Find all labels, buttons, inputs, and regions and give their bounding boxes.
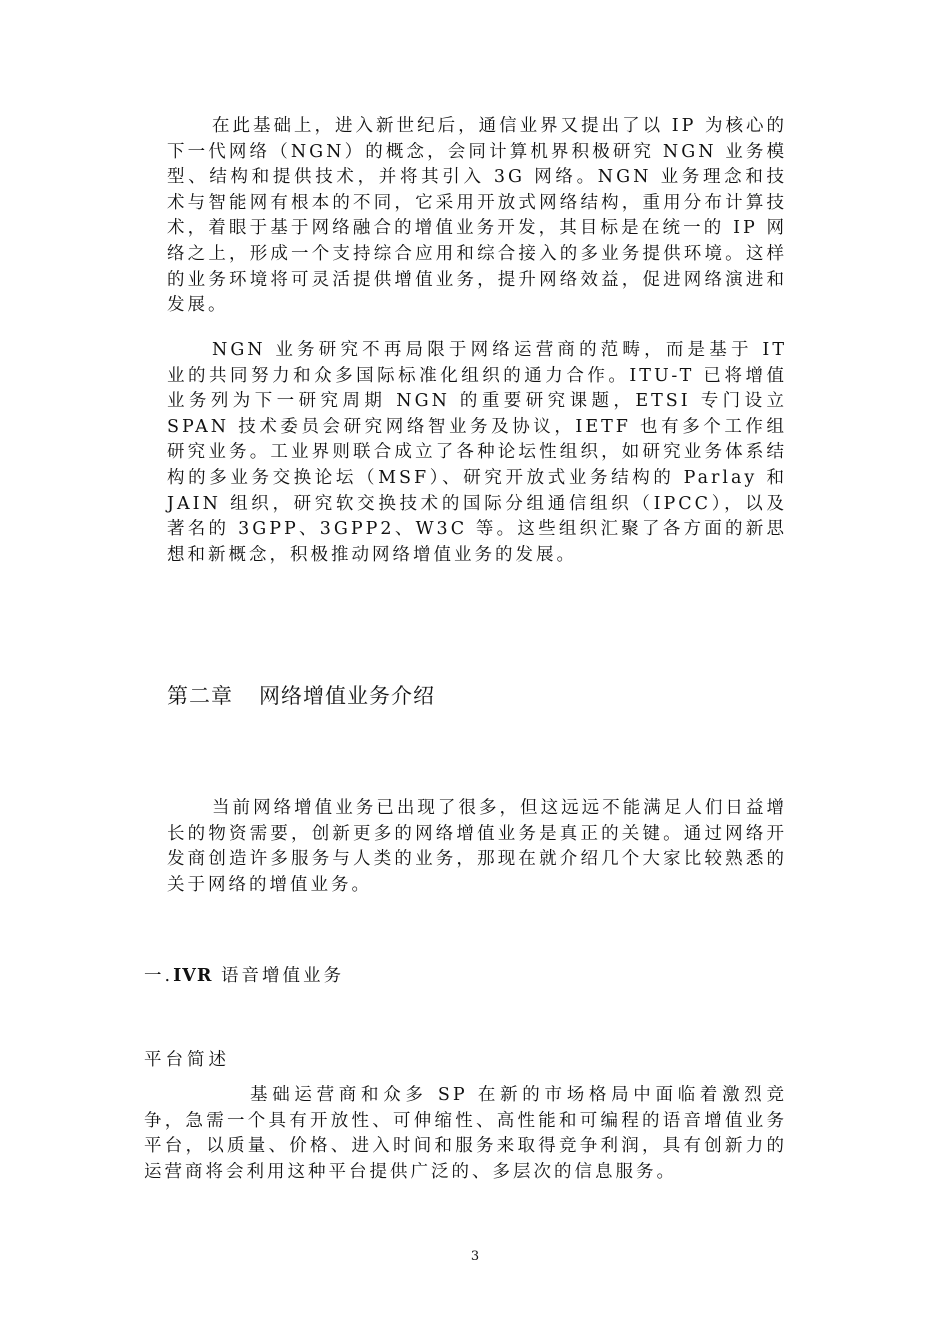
section-title: 语音增值业务 bbox=[220, 966, 344, 986]
page-number: 3 bbox=[470, 1249, 480, 1264]
chapter-heading bbox=[167, 680, 435, 710]
section-prefix: 一. bbox=[144, 966, 174, 986]
section-keyword: IVR bbox=[173, 966, 213, 986]
paragraph-ngn-research: NGN 业务研究不再局限于网络运营商的范畴，而是基于 IT 业的共同努力和众多国际标准化组织的通力合作。ITU-T 已将增值业务列为下一研究周期 NGN 的重要研究课题，ETSI 专门设立 SPAN 技术委员会研究网络智业务及协议，IETF 也有多个工作组研究业务。工业界则联合成立了各种论坛性组织，如研究业务体系结构的多业务交换论坛（MSF）、研究开放式业务结构的 Parlay 和 JAIN 组织，研究软交换技术的国际分组通信组织（IPCC），以及著名的 3GPP、3GPP2、W3C 等。这些组织汇聚了各方面的新思想和新概念，积极推动网络增值业务的发展。 bbox=[167, 340, 787, 565]
paragraph-ngn-intro: 在此基础上，进入新世纪后，通信业界又提出了以 IP 为核心的下一代网络（NGN）的概念，会同计算机界积极研究 NGN 业务模型、结构和提供技术，并将其引入 3G 网络。NGN 业务理念和技术与智能网有根本的不同，它采用开放式网络结构，重用分布计算技术，着眼于基于网络融合的增值业务开发，其目标是在统一的 IP 网络之上，形成一个支持综合应用和综合接入的多业务提供环境。这样的业务环境将可灵活提供增值业务，提升网络效益，促进网络演进和发展。 bbox=[167, 116, 787, 316]
section-heading-ivr bbox=[144, 962, 344, 987]
paragraph-platform-overview: 基础运营商和众多 SP 在新的市场格局中面临着激烈竞争，急需一个具有开放性、可伸缩性、高性能和可编程的语音增值业务平台，以质量、价格、进入时间和服务来取得竞争利润，具有创新力的运营商将会利用这种平台提供广泛的、多层次的信息服务。 bbox=[144, 1085, 787, 1182]
chapter-title: 网络增值业务介绍 bbox=[259, 684, 435, 708]
chapter-number: 第二章 bbox=[167, 684, 233, 708]
paragraph-chapter-intro: 当前网络增值业务已出现了很多，但这远远不能满足人们日益增长的物资需要，创新更多的网络增值业务是真正的关键。通过网络开发商创造许多服务与人类的业务，那现在就介绍几个大家比较熟悉的关于网络的增值业务。 bbox=[167, 798, 787, 895]
subsection-heading: 平台简述 bbox=[144, 1050, 230, 1070]
